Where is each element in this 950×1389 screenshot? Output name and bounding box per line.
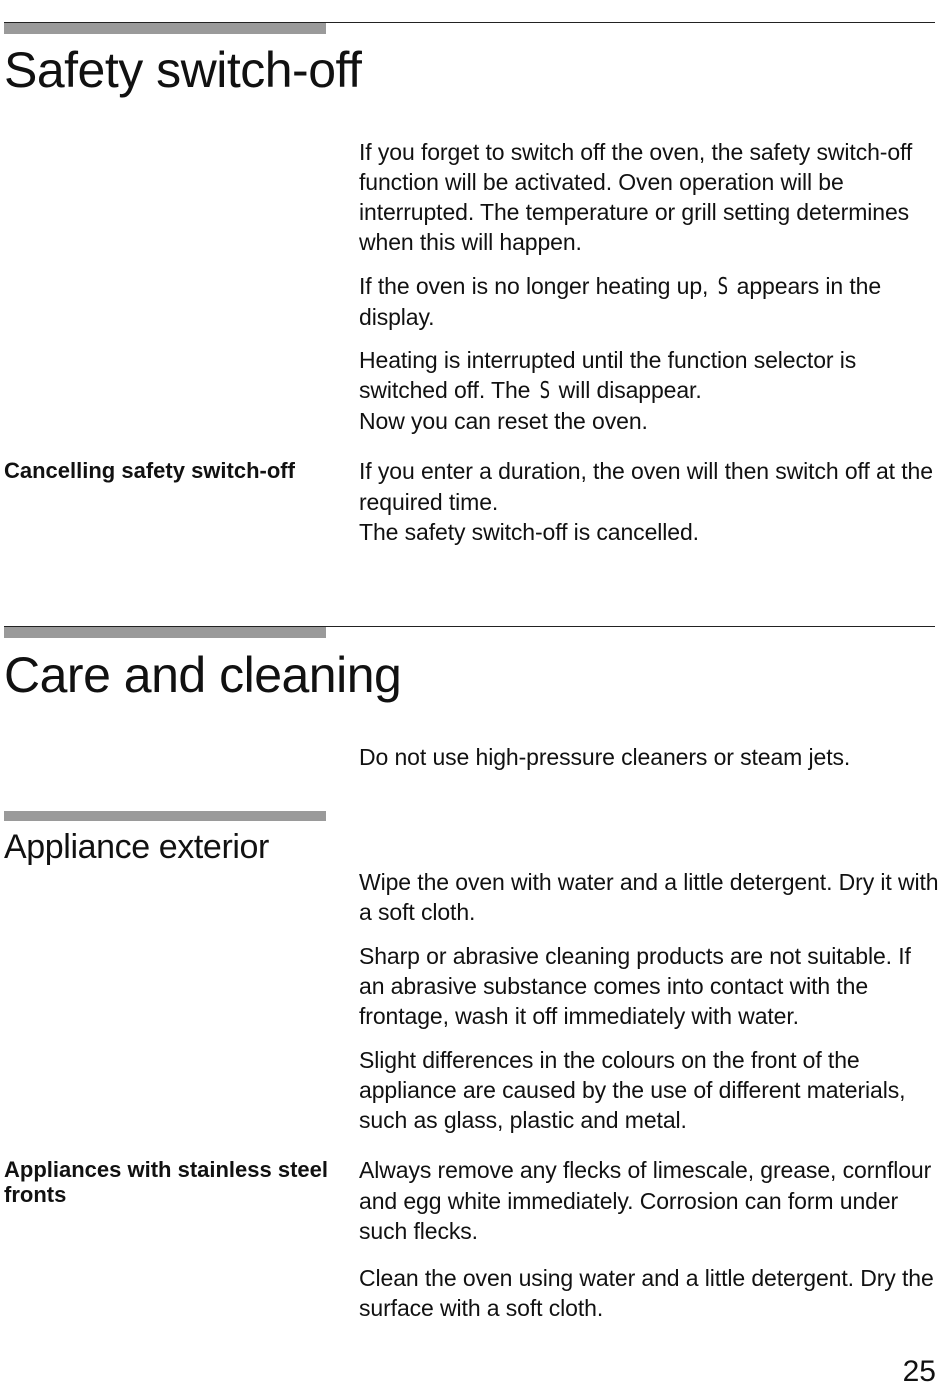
- cancelling-line-2: The safety switch-off is cancelled.: [359, 519, 699, 545]
- safety-p2-text-after: appears in the display.: [359, 273, 882, 330]
- subsection-rule-bar: [4, 811, 326, 821]
- safety-p3-line3: Now you can reset the oven.: [359, 408, 648, 434]
- safety-p3-text-before: Heating is interrupted until the function selector is switched off. The: [359, 347, 857, 403]
- display-symbol-icon: S: [717, 274, 728, 300]
- safety-paragraph-1: If you forget to switch off the oven, the safety switch-off function will be activated. Oven operation will be interrupted. The temperature or grill setting determines when this will happen.: [359, 139, 913, 255]
- safety-heading: Safety switch-off: [4, 42, 362, 98]
- safety-p2-text-before: If the oven is no longer heating up,: [359, 273, 709, 299]
- stainless-paragraph-2: Clean the oven using water and a little detergent. Dry the surface with a soft cloth.: [359, 1265, 934, 1321]
- exterior-paragraph-2: Sharp or abrasive cleaning products are not suitable. If an abrasive substance comes into contact with the frontage, wash it off immediately with water.: [359, 943, 911, 1029]
- exterior-heading: Appliance exterior: [4, 828, 269, 866]
- cancelling-safety-label: Cancelling safety switch-off: [4, 458, 295, 483]
- care-intro-paragraph: Do not use high-pressure cleaners or steam jets.: [359, 744, 851, 770]
- section-rule-bar: [4, 627, 326, 638]
- stainless-steel-label: Appliances with stainless steel fronts: [4, 1157, 329, 1207]
- display-symbol-icon: S: [539, 378, 550, 404]
- care-heading: Care and cleaning: [4, 647, 402, 703]
- exterior-paragraph-1: Wipe the oven with water and a little detergent. Dry it with a soft cloth.: [359, 869, 939, 925]
- safety-paragraph-2: [359, 271, 939, 332]
- section-rule-bar: [4, 23, 326, 34]
- exterior-paragraph-3: Slight differences in the colours on the front of the appliance are caused by the use of different materials, such as glass, plastic and metal.: [359, 1047, 906, 1133]
- cancelling-line-1: If you enter a duration, the oven will then switch off at the required time.: [359, 458, 933, 515]
- safety-p3-text-after: will disappear.: [558, 377, 702, 403]
- safety-paragraph-3: [359, 345, 939, 436]
- stainless-paragraph-1: Always remove any flecks of limescale, grease, cornflour and egg white immediately. Corrosion can form under such flecks.: [359, 1157, 932, 1244]
- page-number: 25: [902, 1355, 936, 1388]
- cancelling-safety-paragraph: [359, 456, 939, 548]
